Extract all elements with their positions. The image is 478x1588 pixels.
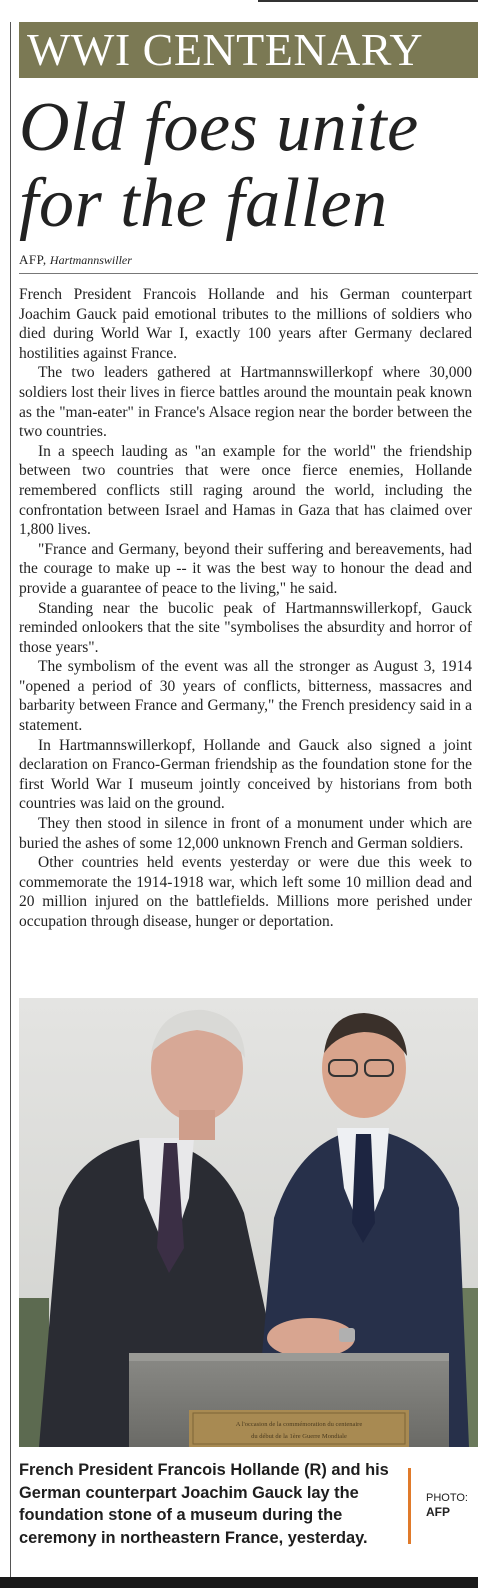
paragraph: They then stood in silence in front of a monument under which are buried the ashes of some 12,000 unknown French and German soldiers. xyxy=(19,815,472,852)
paragraph: The two leaders gathered at Hartmannswillerkopf where 30,000 soldiers lost their lives in fierce battles around the mountain peak known as the "man-eater" in France's Alsace region near the border between the two countries. xyxy=(19,364,472,441)
paragraph: "France and Germany, beyond their suffering and bereavements, had the courage to make up -- it was the best way to honour the dead and provide a guarantee of peace to the living," he said. xyxy=(19,540,472,597)
paragraph: Other countries held events yesterday or were due this week to commemorate the 1914-1918 war, which left some 10 million dead and 20 million injured on the battlefields. Millions more perished under occupation through disease, hunger or deportation. xyxy=(19,854,472,930)
credit-accent-bar xyxy=(408,1468,411,1544)
news-photo xyxy=(19,998,478,1447)
paragraph: In Hartmannswillerkopf, Hollande and Gauck also signed a joint declaration on Franco-German friendship as the foundation stone for the first World War I museum jointly conceived by historians from both countries was laid on the ground. xyxy=(19,736,472,813)
plaque-text-line-1: A l'occasion de la commémoration du centenaire xyxy=(235,1421,363,1428)
top-rule xyxy=(258,0,478,2)
paragraph: In a speech lauding as "an example for the world" the friendship between two countries that were once fierce enemies, Hollande remembered conflicts still raging around the world, including the confrontation between Israel and Hamas in Gaza that has claimed over 1,800 lives. xyxy=(19,442,472,539)
photo-credit-agency: AFP xyxy=(426,1505,450,1519)
headline xyxy=(19,90,478,242)
photo-caption: French President Francois Hollande (R) and his German counterpart Joachim Gauck lay the foundation stone of a museum during the ceremony in northeastern France, yesterday. xyxy=(19,1461,389,1547)
photo-illustration xyxy=(19,998,478,1447)
bottom-bar xyxy=(0,1577,478,1588)
paragraph: The symbolism of the event was all the stronger as August 3, 1914 "opened a period of 30 years of conflicts, bitterness, massacres and barbarity between France and Germany," the French presidency said in a statement. xyxy=(19,658,472,735)
section-banner: WWI CENTENARY xyxy=(19,22,478,78)
column-rule xyxy=(10,22,11,1577)
plaque-text-line-2: du début de la 1ère Guerre Mondiale xyxy=(251,1433,347,1440)
byline-location: Hartmannswiller xyxy=(49,253,132,267)
headline-line-1: Old foes unite xyxy=(19,89,419,166)
paragraph: French President Francois Hollande and his German counterpart Joachim Gauck paid emotional tributes to the millions of soldiers who died during World War I, exactly 100 years after Germany declared hostilities against France. xyxy=(19,286,472,362)
article-body xyxy=(19,285,472,932)
byline xyxy=(19,252,132,268)
byline-source: AFP, xyxy=(19,252,47,267)
paragraph: Standing near the bucolic peak of Hartmannswillerkopf, Gauck reminded onlookers that the site "symbolises the absurdity and horror of those years". xyxy=(19,599,472,656)
photo-credit xyxy=(426,1491,468,1519)
photo-credit-label: PHOTO: xyxy=(426,1492,468,1504)
headline-line-2: for the fallen xyxy=(19,165,388,242)
byline-divider xyxy=(19,273,478,274)
